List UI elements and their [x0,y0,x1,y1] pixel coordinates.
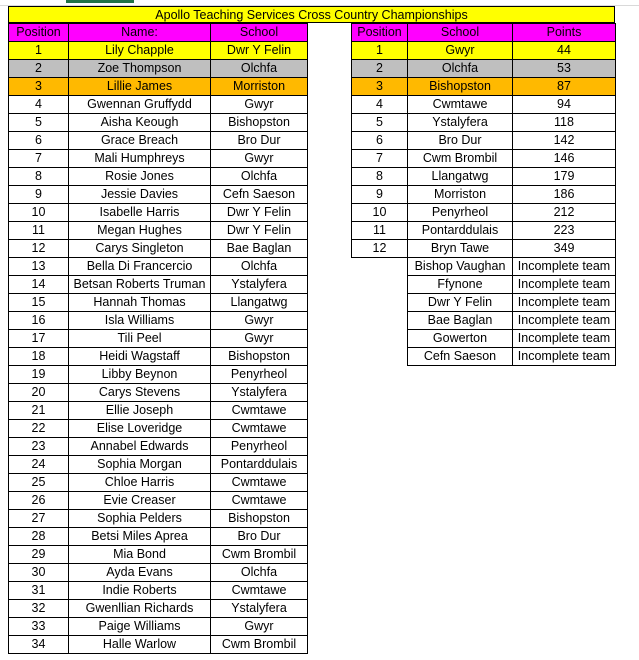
individual-cell[interactable]: Cwmtawe [211,420,308,438]
team-cell[interactable]: Cefn Saeson [408,348,513,366]
individual-cell[interactable]: 23 [9,438,69,456]
team-cell[interactable]: 7 [352,150,408,168]
team-cell[interactable]: 8 [352,168,408,186]
individual-cell[interactable]: 1 [9,42,69,60]
individual-cell[interactable]: Gwyr [211,96,308,114]
individual-cell[interactable]: 16 [9,312,69,330]
team-cell[interactable]: Bro Dur [408,132,513,150]
individual-cell[interactable]: Heidi Wagstaff [69,348,211,366]
individual-row [9,312,308,330]
team-cell[interactable]: 12 [352,240,408,258]
selected-column-indicator [66,0,134,3]
team-row [352,330,616,348]
individual-cell[interactable]: 18 [9,348,69,366]
individual-cell[interactable]: Morriston [211,78,308,96]
team-row [352,186,616,204]
team-cell[interactable]: Ystalyfera [408,114,513,132]
team-cell[interactable]: 142 [513,132,616,150]
individual-row [9,258,308,276]
individual-row [9,582,308,600]
individual-header-cell[interactable]: Position [9,24,69,42]
individual-cell[interactable]: Ayda Evans [69,564,211,582]
individual-cell[interactable]: Grace Breach [69,132,211,150]
individual-cell[interactable]: Isla Williams [69,312,211,330]
sheet-title[interactable]: Apollo Teaching Services Cross Country Championships [8,6,615,23]
team-cell[interactable]: Cwm Brombil [408,150,513,168]
team-cell[interactable]: Incomplete team [513,294,616,312]
team-cell[interactable]: 349 [513,240,616,258]
team-row [352,78,616,96]
individual-cell[interactable]: 15 [9,294,69,312]
individual-cell[interactable]: Ystalyfera [211,276,308,294]
individual-cell[interactable]: Cefn Saeson [211,186,308,204]
team-cell[interactable]: 6 [352,132,408,150]
individual-cell[interactable]: Cwm Brombil [211,636,308,654]
individual-cell[interactable]: Bro Dur [211,132,308,150]
individual-cell[interactable]: Dwr Y Felin [211,42,308,60]
team-cell[interactable]: 9 [352,186,408,204]
team-cell[interactable]: 4 [352,96,408,114]
individual-cell[interactable]: Bae Baglan [211,240,308,258]
individual-cell[interactable]: Carys Stevens [69,384,211,402]
team-row [352,114,616,132]
team-cell[interactable]: 11 [352,222,408,240]
team-cell[interactable]: Morriston [408,186,513,204]
team-cell[interactable]: Pontarddulais [408,222,513,240]
individual-cell[interactable]: Rosie Jones [69,168,211,186]
individual-cell[interactable]: Annabel Edwards [69,438,211,456]
team-cell[interactable]: Llangatwg [408,168,513,186]
team-cell[interactable]: Bae Baglan [408,312,513,330]
team-header-cell[interactable]: Position [352,24,408,42]
individual-cell[interactable]: Lillie James [69,78,211,96]
individual-cell[interactable]: 26 [9,492,69,510]
team-header-cell[interactable]: School [408,24,513,42]
individual-cell[interactable]: Aisha Keough [69,114,211,132]
individual-cell[interactable]: Betsi Miles Aprea [69,528,211,546]
individual-cell[interactable]: 17 [9,330,69,348]
individual-cell[interactable]: Gwyr [211,150,308,168]
individual-cell[interactable]: Sophia Morgan [69,456,211,474]
team-cell[interactable] [352,276,408,294]
individual-row [9,132,308,150]
individual-cell[interactable]: Zoe Thompson [69,60,211,78]
team-cell[interactable]: 10 [352,204,408,222]
individual-cell[interactable]: Mali Humphreys [69,150,211,168]
individual-cell[interactable]: 5 [9,114,69,132]
individual-cell[interactable]: 9 [9,186,69,204]
individual-cell[interactable]: 12 [9,240,69,258]
individual-row [9,222,308,240]
individual-cell[interactable]: Tili Peel [69,330,211,348]
individual-row [9,384,308,402]
team-cell[interactable]: 212 [513,204,616,222]
individual-row [9,618,308,636]
individual-cell[interactable]: Halle Warlow [69,636,211,654]
team-cell[interactable]: Incomplete team [513,258,616,276]
team-cell[interactable]: Gowerton [408,330,513,348]
individual-cell[interactable]: Bishopston [211,510,308,528]
individual-row [9,78,308,96]
individual-cell[interactable]: Carys Singleton [69,240,211,258]
individual-cell[interactable]: Evie Creaser [69,492,211,510]
individual-cell[interactable]: 34 [9,636,69,654]
team-cell[interactable]: 186 [513,186,616,204]
team-cell[interactable]: Gwyr [408,42,513,60]
individual-row [9,276,308,294]
individual-header-cell[interactable]: School [211,24,308,42]
individual-cell[interactable]: Betsan Roberts Truman [69,276,211,294]
team-row [352,96,616,114]
individual-cell[interactable]: Dwr Y Felin [211,222,308,240]
individual-cell[interactable]: Gwyr [211,330,308,348]
team-cell[interactable]: 118 [513,114,616,132]
team-cell[interactable]: 94 [513,96,616,114]
team-cell[interactable]: Olchfa [408,60,513,78]
individual-row [9,168,308,186]
individual-row [9,330,308,348]
individual-row [9,492,308,510]
individual-row [9,42,308,60]
individual-cell[interactable]: Cwmtawe [211,582,308,600]
viewport-bottom-edge [0,655,639,660]
individual-row [9,600,308,618]
team-cell[interactable]: Penyrheol [408,204,513,222]
individual-header-row [9,24,308,42]
individual-cell[interactable]: 14 [9,276,69,294]
individual-cell[interactable]: Olchfa [211,60,308,78]
team-cell[interactable] [352,312,408,330]
team-header-cell[interactable]: Points [513,24,616,42]
individual-cell[interactable]: 31 [9,582,69,600]
individual-row [9,348,308,366]
individual-cell[interactable]: 7 [9,150,69,168]
individual-header-cell[interactable]: Name: [69,24,211,42]
individual-row [9,438,308,456]
individual-cell[interactable]: 21 [9,402,69,420]
individual-row [9,294,308,312]
team-row [352,222,616,240]
individual-cell[interactable]: 20 [9,384,69,402]
individual-cell[interactable]: Gwyr [211,618,308,636]
team-cell[interactable]: Incomplete team [513,330,616,348]
team-cell[interactable]: 3 [352,78,408,96]
individual-row [9,474,308,492]
team-cell[interactable]: 1 [352,42,408,60]
individual-cell[interactable]: 28 [9,528,69,546]
individual-cell[interactable]: Ellie Joseph [69,402,211,420]
individual-row [9,528,308,546]
team-row [352,348,616,366]
individual-cell[interactable]: 4 [9,96,69,114]
individual-cell[interactable]: 10 [9,204,69,222]
individual-row [9,186,308,204]
individual-row [9,366,308,384]
individual-cell[interactable]: Penyrheol [211,438,308,456]
individual-cell[interactable]: 19 [9,366,69,384]
individual-cell[interactable]: Cwm Brombil [211,546,308,564]
individual-cell[interactable]: Cwmtawe [211,492,308,510]
individual-cell[interactable]: Ystalyfera [211,384,308,402]
individual-row [9,546,308,564]
team-cell[interactable]: 146 [513,150,616,168]
individual-cell[interactable]: 30 [9,564,69,582]
team-row [352,132,616,150]
team-row [352,312,616,330]
team-cell[interactable]: 53 [513,60,616,78]
individual-cell[interactable]: Gwennan Gruffydd [69,96,211,114]
individual-cell[interactable]: Olchfa [211,258,308,276]
team-cell[interactable]: Cwmtawe [408,96,513,114]
team-cell[interactable] [352,348,408,366]
individual-cell[interactable]: Elise Loveridge [69,420,211,438]
team-cell[interactable]: Incomplete team [513,348,616,366]
individual-cell[interactable]: Jessie Davies [69,186,211,204]
individual-cell[interactable]: 8 [9,168,69,186]
individual-cell[interactable]: Bro Dur [211,528,308,546]
team-cell[interactable] [352,258,408,276]
individual-cell[interactable]: Libby Beynon [69,366,211,384]
individual-cell[interactable]: Megan Hughes [69,222,211,240]
team-cell[interactable]: Bryn Tawe [408,240,513,258]
individual-row [9,456,308,474]
individual-row [9,402,308,420]
individual-cell[interactable]: Sophia Pelders [69,510,211,528]
individual-row [9,240,308,258]
individual-cell[interactable]: Indie Roberts [69,582,211,600]
individual-row [9,510,308,528]
team-cell[interactable]: 2 [352,60,408,78]
individual-cell[interactable]: Bella Di Francercio [69,258,211,276]
individual-cell[interactable]: 22 [9,420,69,438]
individual-cell[interactable]: Chloe Harris [69,474,211,492]
individual-cell[interactable]: Ystalyfera [211,600,308,618]
team-row [352,258,616,276]
individual-row [9,636,308,654]
team-cell[interactable]: 87 [513,78,616,96]
individual-cell[interactable]: 33 [9,618,69,636]
individual-row [9,96,308,114]
individual-cell[interactable]: Isabelle Harris [69,204,211,222]
individual-cell[interactable]: Olchfa [211,168,308,186]
individual-row [9,564,308,582]
team-cell[interactable]: Incomplete team [513,312,616,330]
individual-cell[interactable]: Gwenllian Richards [69,600,211,618]
team-row [352,240,616,258]
individual-row [9,114,308,132]
team-cell[interactable]: Incomplete team [513,276,616,294]
team-cell[interactable] [352,294,408,312]
individual-cell[interactable]: Cwmtawe [211,402,308,420]
individual-row [9,420,308,438]
individual-cell[interactable]: Bishopston [211,348,308,366]
team-cell[interactable]: 44 [513,42,616,60]
team-cell[interactable]: 223 [513,222,616,240]
individual-cell[interactable]: Olchfa [211,564,308,582]
individual-results-table [8,23,308,654]
team-row [352,276,616,294]
team-cell[interactable] [352,330,408,348]
team-header-row [352,24,616,42]
team-cell[interactable]: Bishopston [408,78,513,96]
individual-cell[interactable]: 27 [9,510,69,528]
individual-cell[interactable]: 24 [9,456,69,474]
team-row [352,42,616,60]
individual-cell[interactable]: 13 [9,258,69,276]
team-cell[interactable]: Dwr Y Felin [408,294,513,312]
individual-row [9,150,308,168]
individual-cell[interactable]: Hannah Thomas [69,294,211,312]
team-cell[interactable]: 179 [513,168,616,186]
team-row [352,150,616,168]
individual-cell[interactable]: Llangatwg [211,294,308,312]
individual-cell[interactable]: 25 [9,474,69,492]
individual-cell[interactable]: 2 [9,60,69,78]
team-row [352,294,616,312]
individual-cell[interactable]: Cwmtawe [211,474,308,492]
individual-cell[interactable]: 3 [9,78,69,96]
individual-cell[interactable]: Lily Chapple [69,42,211,60]
team-cell[interactable]: Bishop Vaughan [408,258,513,276]
individual-cell[interactable]: 6 [9,132,69,150]
individual-cell[interactable]: 32 [9,600,69,618]
individual-cell[interactable]: Gwyr [211,312,308,330]
team-row [352,204,616,222]
individual-cell[interactable]: Dwr Y Felin [211,204,308,222]
individual-row [9,60,308,78]
individual-cell[interactable]: Penyrheol [211,366,308,384]
individual-cell[interactable]: Bishopston [211,114,308,132]
individual-row [9,204,308,222]
individual-cell[interactable]: Mia Bond [69,546,211,564]
individual-cell[interactable]: 11 [9,222,69,240]
team-row [352,60,616,78]
individual-cell[interactable]: 29 [9,546,69,564]
team-results-table [351,23,616,366]
individual-cell[interactable]: Pontarddulais [211,456,308,474]
individual-cell[interactable]: Paige Williams [69,618,211,636]
team-cell[interactable]: 5 [352,114,408,132]
team-row [352,168,616,186]
team-cell[interactable]: Ffynone [408,276,513,294]
